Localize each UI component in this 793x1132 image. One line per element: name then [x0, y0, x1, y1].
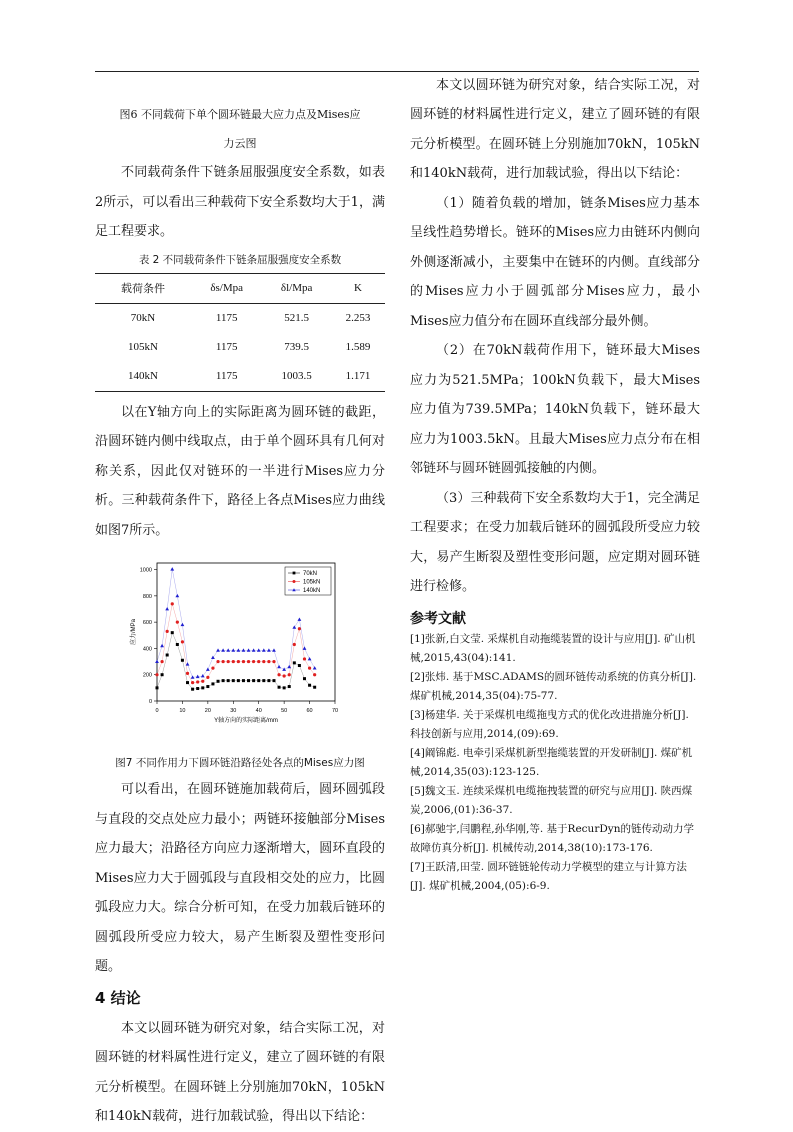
conclusion-3: （3）三种载荷下安全系数均大于1，完全满足工程要求；在受力加载后链环的圆弧段所受应力较大，易产生断裂及塑性变形问题，应定期对圆环链进行检修。 [410, 490, 700, 594]
data-point [175, 594, 179, 597]
table-row [95, 333, 385, 362]
table-cell: 70kN [130, 312, 156, 324]
data-point [288, 673, 291, 676]
data-point [237, 660, 240, 663]
data-point [308, 667, 311, 670]
left-column [95, 100, 385, 1124]
data-point [165, 607, 169, 610]
data-point [308, 657, 312, 660]
data-point [171, 602, 174, 605]
fig7-caption: 图7 不同作用力下圆环链沿路径处各点的Mises应力图 [115, 757, 365, 769]
table-header: δl/Mpa [280, 282, 313, 294]
data-point [222, 679, 225, 682]
y-tick-label: 1000 [139, 567, 152, 574]
data-point [313, 673, 316, 676]
x-tick-label: 50 [281, 708, 288, 714]
data-point [155, 673, 158, 676]
table2-caption: 表 2 不同载荷条件下链条屈服强度安全系数 [138, 253, 342, 266]
table-row [95, 362, 385, 392]
data-point [267, 648, 271, 651]
data-point [242, 648, 246, 651]
data-point [196, 687, 199, 690]
data-point [247, 648, 251, 651]
table-cell: 1175 [215, 370, 238, 382]
table-cell: 1003.5 [281, 370, 312, 382]
data-point [262, 648, 266, 651]
legend-marker [293, 572, 296, 575]
data-point [293, 661, 296, 664]
table-cell: 1175 [215, 312, 238, 324]
table-cell: 521.5 [284, 312, 310, 324]
data-point [211, 682, 214, 685]
data-point [242, 679, 245, 682]
data-point [186, 681, 189, 684]
references-list [410, 630, 700, 896]
y-tick-label: 800 [142, 593, 152, 600]
data-point [181, 659, 184, 662]
data-point [267, 679, 270, 682]
paragraph-safety: 不同载荷条件下链条屈服强度安全系数，如表2所示，可以看出三种载荷下安全系数均大于1，满足工程要求。 [95, 165, 385, 239]
data-point [247, 660, 250, 663]
data-point [247, 679, 250, 682]
y-tick-label: 0 [148, 699, 152, 705]
series-line-105kN [157, 604, 315, 683]
table-cell: 1175 [215, 341, 238, 353]
data-point [211, 667, 214, 670]
data-point [303, 657, 306, 660]
fig6-caption: 图6 不同载荷下单个圆环链最大应力点及Mises应 力云图 [119, 108, 361, 150]
reference-item: [5]魏文玉. 连续采煤机电缆拖拽装置的研究与应用[J]. 陕西煤炭,2006,(01):36-37. [410, 784, 693, 816]
x-tick-label: 10 [179, 708, 186, 714]
reference-item: [7]王跃清,田莹. 圆环链链轮传动力学模型的建立与计算方法[J]. 煤矿机械,2004,(05):6-9. [410, 860, 687, 892]
legend-label: 105kN [303, 579, 321, 586]
data-point [181, 623, 185, 626]
table-row [95, 303, 385, 333]
data-point [303, 646, 307, 649]
reference-item: [6]郝驰宇,闫鹏程,孙华刚,等. 基于RecurDyn的链传动动力学故障仿真分析[J]. 机械传动,2014,38(10):173-176. [410, 822, 694, 854]
data-point [170, 567, 174, 570]
data-point [186, 662, 190, 665]
reference-item: [3]杨建华. 关于采煤机电缆拖曳方式的优化改进措施分析[J]. 科技创新与应用,2014,(09):69. [410, 708, 689, 740]
x-tick-label: 0 [155, 708, 159, 714]
table-header: 载荷条件 [121, 282, 165, 295]
data-point [262, 679, 265, 682]
data-point [166, 630, 169, 633]
data-point [201, 686, 204, 689]
data-point [216, 648, 220, 651]
data-point [222, 660, 225, 663]
data-point [211, 656, 215, 659]
data-point [226, 648, 230, 651]
table-cell: 2.253 [345, 312, 371, 324]
data-point [298, 664, 301, 667]
data-point [298, 618, 302, 621]
data-point [262, 660, 265, 663]
x-tick-label: 70 [331, 708, 339, 714]
references-title: 参考文献 [410, 610, 466, 627]
x-tick-label: 40 [255, 708, 262, 714]
legend-label: 140kN [303, 588, 321, 594]
data-point [227, 679, 230, 682]
data-point [221, 648, 225, 651]
data-point [160, 644, 164, 647]
data-point [231, 648, 235, 651]
data-point [227, 660, 230, 663]
data-point [277, 665, 281, 668]
data-point [252, 660, 255, 663]
data-point [236, 648, 240, 651]
data-point [206, 685, 209, 688]
reference-item: [4]阚锦彪. 电牵引采煤机新型拖缆装置的开发研制[J]. 煤矿机械,2014,35(03):123-125. [410, 746, 693, 778]
data-point [292, 625, 296, 628]
data-point [303, 677, 306, 680]
data-point [283, 686, 286, 689]
table-cell: 1.171 [345, 370, 371, 382]
y-tick-label: 600 [142, 620, 152, 627]
data-point [206, 676, 209, 679]
reference-item: [1]张新,白文莹. 采煤机自动拖缆装置的设计与应用[J]. 矿山机械,2015,43(04):141. [410, 632, 696, 664]
data-point [272, 648, 276, 651]
table-cell: 739.5 [284, 341, 310, 353]
paragraph-path: 以在Y轴方向上的实际距离为圆环链的截距，沿圆环链内侧中线取点，由于单个圆环具有几何对称关系，因此仅对链环的一半进行Mises应力分析。三种载荷条件下，路径上各点Mises应力曲线如图7所示。 [95, 404, 385, 538]
table-header: δs/Mpa [210, 282, 243, 294]
x-tick-label: 30 [230, 708, 237, 714]
data-point [283, 674, 286, 677]
data-point [278, 686, 281, 689]
y-axis-label: 应力/MPa [131, 618, 137, 646]
data-point [186, 672, 189, 675]
data-point [272, 660, 275, 663]
data-point [216, 660, 219, 663]
data-point [293, 643, 296, 646]
legend-marker [293, 580, 296, 583]
data-point [272, 679, 275, 682]
table-header: K [354, 282, 362, 294]
x-tick-label: 20 [204, 708, 211, 714]
fig7-chart-container [95, 555, 385, 747]
data-point [176, 621, 179, 624]
paragraph-conclusion-intro: 本文以圆环链为研究对象，结合实际工况，对圆环链的材料属性进行定义，建立了圆环链的有限元分析模型。在圆环链上分别施加70kN，105kN和140kN载荷，进行加载试验，得出以下结论： [410, 77, 700, 181]
data-point [206, 667, 210, 670]
paragraph-conclusion-intro-start: 本文以圆环链为研究对象，结合实际工况，对圆环链的材料属性进行定义，建立了圆环链的有限元分析模型。在圆环链上分别施加70kN，105kN和140kN载荷，进行加载试验，得出以下结论： [95, 1020, 385, 1124]
data-point [191, 688, 194, 691]
table-cell: 140kN [128, 370, 158, 382]
data-point [267, 660, 270, 663]
data-point [156, 686, 159, 689]
data-point [257, 679, 260, 682]
series-line-70kN [157, 633, 315, 690]
paragraph-analysis: 可以看出，在圆环链施加载荷后，圆环圆弧段与直段的交点处应力最小；两链环接触部分Mises应力最大；沿路径方向应力逐渐增大，圆环直段的Mises应力大于圆弧段与直段相交处的应力，比圆弧段应力大。综合分析可知，在受力加载后链环的圆弧段所受应力较大，易产生断裂及塑性变形问题。 [95, 782, 385, 974]
data-point [252, 648, 256, 651]
y-tick-label: 400 [142, 646, 152, 653]
data-point [288, 685, 291, 688]
data-point [298, 627, 301, 630]
x-tick-label: 60 [306, 708, 313, 714]
x-axis-label: Y轴方向的实际距离/mm [214, 718, 278, 724]
data-point [217, 680, 220, 683]
data-point [257, 660, 260, 663]
fig7-chart [95, 555, 385, 747]
table2 [95, 273, 385, 392]
data-point [176, 643, 179, 646]
data-point [166, 654, 169, 657]
conclusion-1: （1）随着负载的增加，链条Mises应力基本呈线性趋势增长。链环的Mises应力由链环内侧向外侧逐渐减小，主要集中在链环的内侧。直线部分的Mises应力小于圆弧部分Mises应力，最小Mises应力值分布在圆环直线部分最外侧。 [410, 195, 700, 329]
data-point [181, 640, 184, 643]
table-cell: 1.589 [345, 341, 371, 353]
legend-label: 70kN [303, 571, 318, 577]
data-point [277, 673, 280, 676]
table-cell: 105kN [128, 341, 158, 353]
data-point [232, 660, 235, 663]
section-4-title: 4 结论 [95, 988, 141, 1007]
data-point [257, 648, 261, 651]
data-point [155, 660, 159, 663]
reference-item: [2]张炜. 基于MSC.ADAMS的圆环链传动系统的仿真分析[J]. 煤矿机械,2014,35(04):75-77. [410, 670, 697, 702]
data-point [161, 673, 164, 676]
data-point [196, 680, 199, 683]
data-point [201, 680, 204, 683]
data-point [242, 660, 245, 663]
data-point [171, 631, 174, 634]
y-tick-label: 200 [142, 672, 152, 679]
right-column [410, 77, 700, 896]
table-header-row [95, 273, 385, 303]
data-point [313, 686, 316, 689]
data-point [232, 679, 235, 682]
data-point [313, 666, 317, 669]
data-point [160, 660, 163, 663]
conclusion-2: （2）在70kN载荷作用下，链环最大Mises应力为521.5MPa；100kN负载下，最大Mises应力值为739.5MPa；140kN负载下，链环最大应力为1003.5kN。且最大Mises应力点分布在相邻链环与圆环链圆弧接触的内侧。 [410, 343, 700, 476]
data-point [282, 667, 286, 670]
data-point [237, 679, 240, 682]
data-point [191, 681, 194, 684]
data-point [308, 684, 311, 687]
data-point [252, 679, 255, 682]
